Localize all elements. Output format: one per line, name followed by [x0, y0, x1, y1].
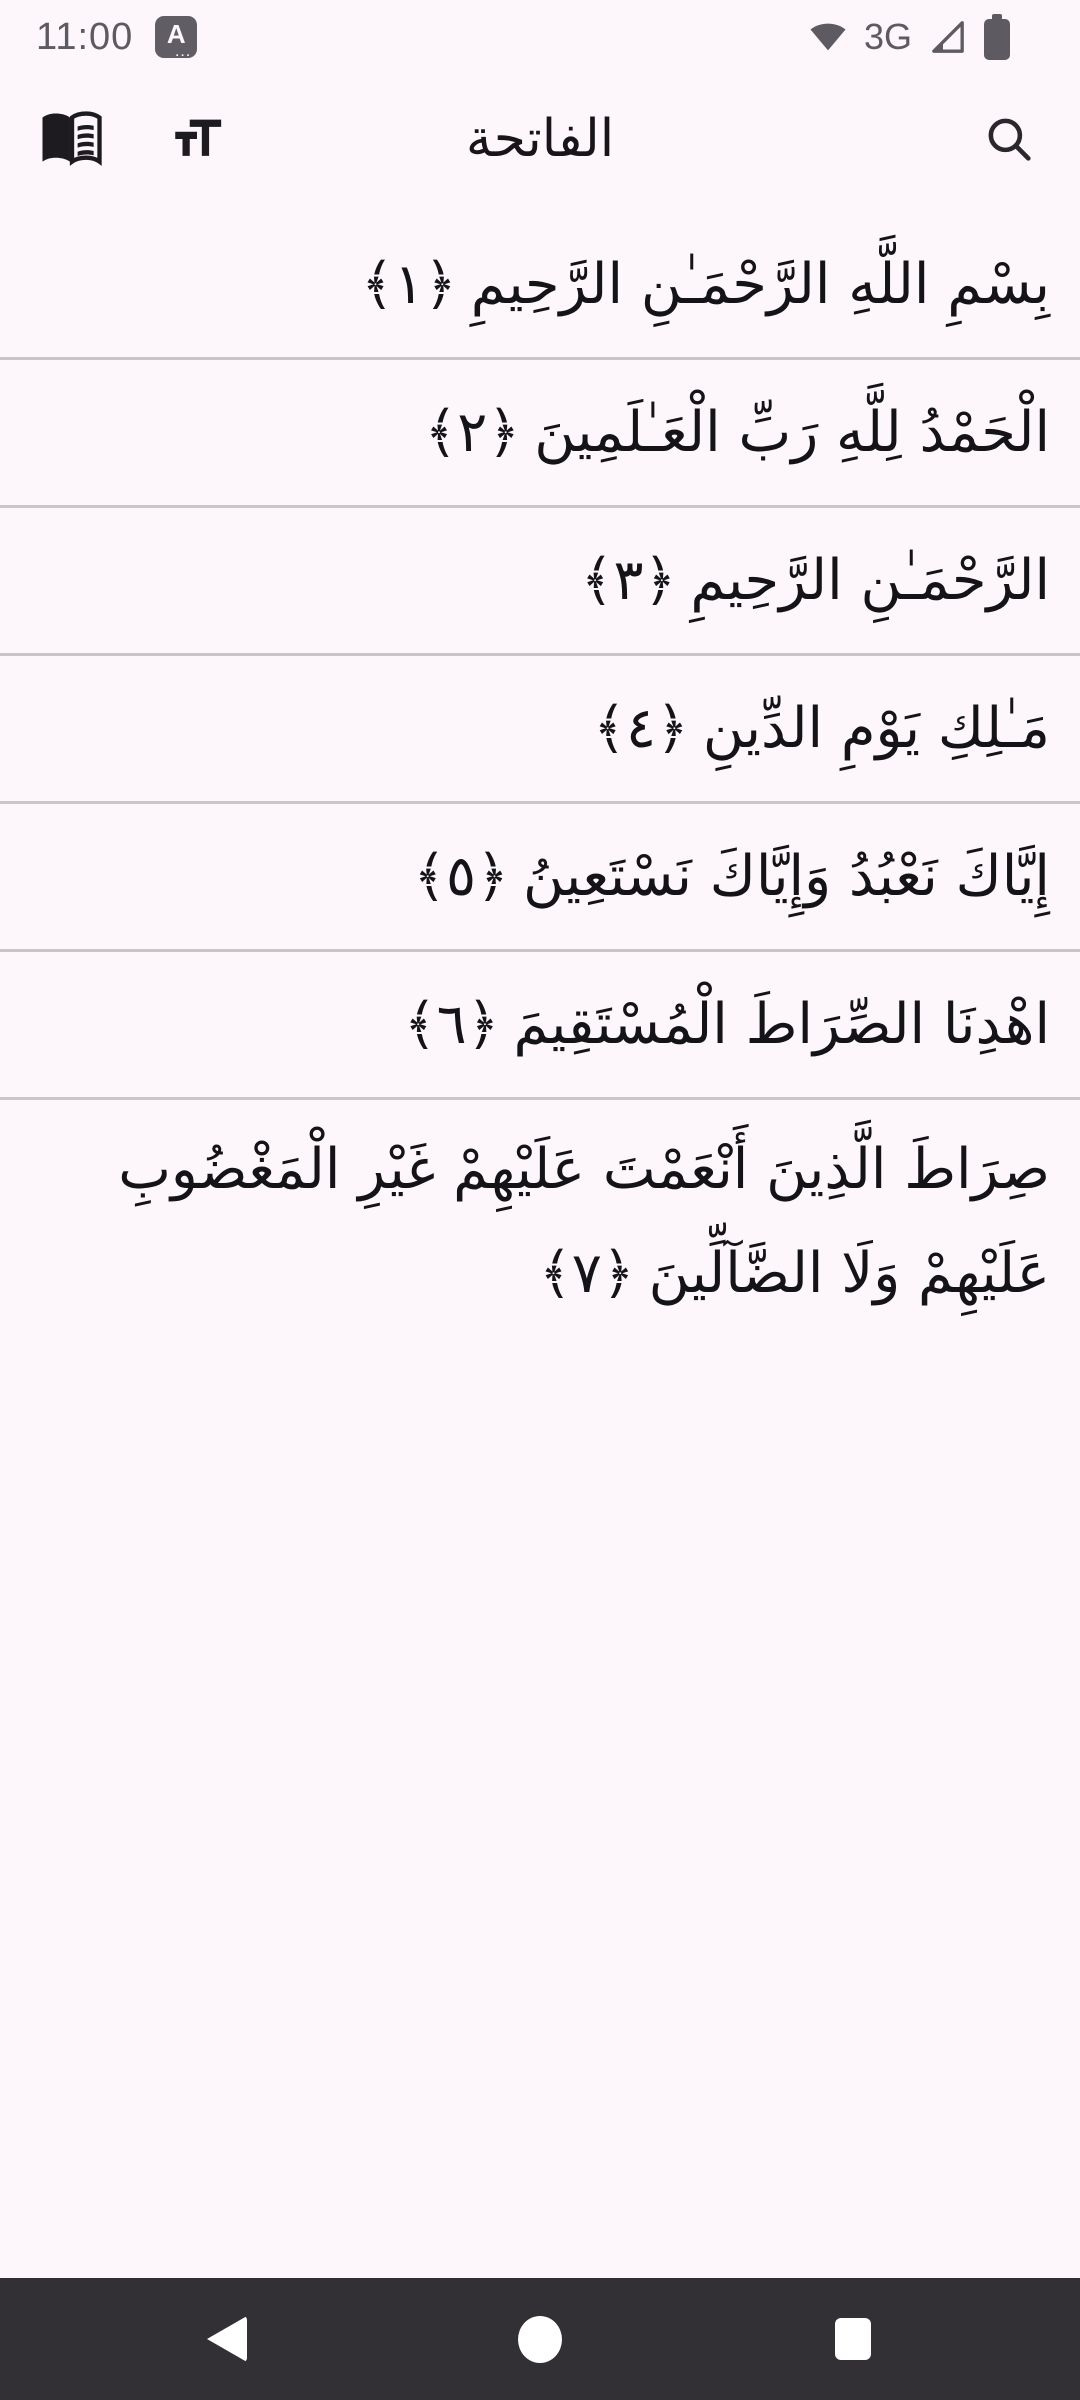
recents-icon	[835, 2318, 871, 2360]
app-notification-letter: A	[166, 19, 186, 49]
search-button[interactable]	[974, 104, 1044, 174]
network-type-label: 3G	[863, 16, 912, 57]
verse-number-marker: ﴿١﴾	[361, 251, 457, 317]
home-icon	[518, 2316, 562, 2363]
verse-list	[0, 212, 1080, 1343]
back-icon	[207, 2316, 247, 2362]
verse-row[interactable]	[0, 656, 1080, 804]
verse-text: اهْدِنَا الصِّرَاطَ الْمُسْتَقِيمَ	[513, 991, 1050, 1057]
status-bar	[0, 0, 1080, 66]
page-title: الفاتحة	[465, 109, 615, 169]
format-size-icon	[168, 110, 226, 168]
verse-number-marker: ﴿٦﴾	[403, 991, 500, 1057]
app-notification-icon	[155, 16, 197, 58]
verse-row[interactable]	[0, 952, 1080, 1100]
verse-number-marker: ﴿٥﴾	[413, 843, 509, 909]
verse-text: الرَّحْمَـٰنِ الرَّحِيمِ	[690, 547, 1050, 613]
app-bar	[0, 66, 1080, 212]
cellular-signal-icon	[926, 17, 970, 57]
menu-book-icon	[40, 111, 102, 167]
verse-row[interactable]	[0, 360, 1080, 508]
text-size-button[interactable]	[162, 104, 232, 174]
verse-text: بِسْمِ اللَّهِ الرَّحْمَـٰنِ الرَّحِيمِ	[470, 251, 1050, 317]
app-notification-dots: ...	[174, 43, 192, 60]
verse-row[interactable]	[0, 508, 1080, 656]
search-icon	[980, 110, 1038, 168]
verse-row[interactable]	[0, 804, 1080, 952]
verse-row[interactable]	[0, 1100, 1080, 1343]
verse-text: الْحَمْدُ لِلَّهِ رَبِّ الْعَـٰلَمِينَ	[534, 399, 1050, 465]
status-time: 11:00	[36, 15, 134, 58]
verse-text: مَـٰلِكِ يَوْمِ الدِّينِ	[702, 695, 1050, 761]
navigation-bar	[0, 2278, 1080, 2400]
verse-row[interactable]	[0, 212, 1080, 360]
battery-icon	[984, 14, 1010, 60]
verse-text: إِيَّاكَ نَعْبُدُ وَإِيَّاكَ نَسْتَعِينُ	[522, 843, 1050, 909]
menu-book-button[interactable]	[36, 104, 106, 174]
verse-number-marker: ﴿٤﴾	[593, 695, 689, 761]
home-button[interactable]	[460, 2278, 620, 2400]
wifi-icon	[806, 17, 850, 57]
verse-text: صِرَاطَ الَّذِينَ أَنْعَمْتَ عَلَيْهِمْ غَيْرِ الْمَغْضُوبِ عَلَيْهِمْ وَلَا الضَّآلِّينَ	[118, 1137, 1050, 1306]
verse-number-marker: ﴿٢﴾	[424, 399, 521, 465]
back-button[interactable]	[147, 2278, 307, 2400]
verse-number-marker: ﴿٧﴾	[538, 1240, 635, 1306]
status-icons	[806, 14, 1010, 60]
verse-number-marker: ﴿٣﴾	[580, 547, 677, 613]
recents-button[interactable]	[773, 2278, 933, 2400]
